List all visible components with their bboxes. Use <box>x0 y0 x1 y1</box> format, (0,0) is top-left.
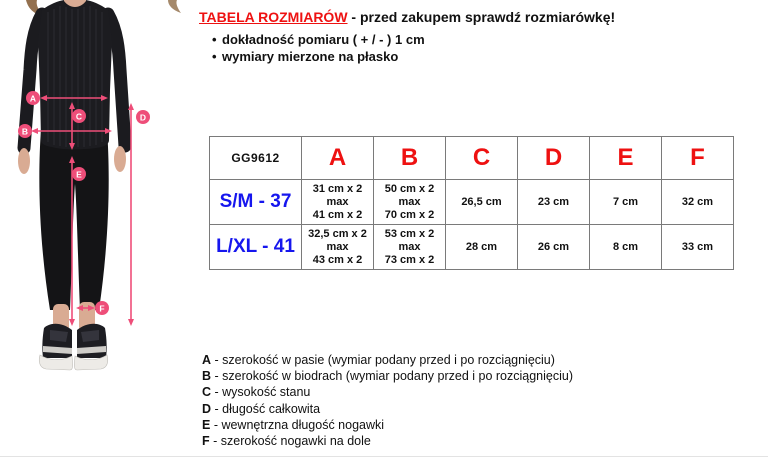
legend-text: wewnętrzna długość nogawki <box>221 417 385 432</box>
page-title: TABELA ROZMIARÓW <box>199 9 348 25</box>
model-figure-svg <box>0 0 185 395</box>
page-title-line <box>199 9 759 26</box>
legend-key: C <box>202 385 212 400</box>
column-header-c: C <box>446 137 518 180</box>
legend-item-e <box>202 417 573 433</box>
measurement-line: max <box>326 240 349 253</box>
measure-marker-d <box>128 103 150 326</box>
measurement-line: max <box>398 240 421 253</box>
measurement-line: 53 cm x 2 <box>384 227 435 240</box>
measurement-line: 41 cm x 2 <box>312 208 363 221</box>
measurement-line: 50 cm x 2 <box>384 182 435 195</box>
measurement-line: max <box>326 195 349 208</box>
column-header-a: A <box>302 137 374 180</box>
legend-item-d <box>202 401 573 417</box>
table-row-sm <box>210 180 734 225</box>
size-label-sm: S/M - 37 <box>210 180 302 225</box>
legend-item-c <box>202 384 573 400</box>
legend-key: B <box>202 369 212 384</box>
page-title-suffix: - przed zakupem sprawdź rozmiarówkę! <box>351 9 616 25</box>
legend-key: F <box>202 434 210 449</box>
marker-b-label: B <box>21 126 29 137</box>
marker-a-label: A <box>29 93 37 104</box>
measurement-line: 70 cm x 2 <box>384 208 435 221</box>
product-code-cell: GG9612 <box>210 137 302 180</box>
marker-f-label: F <box>99 303 105 314</box>
measurement-cell: 26,5 cm <box>446 180 518 225</box>
right-sneaker <box>74 324 107 370</box>
legend-key: E <box>202 417 211 432</box>
measurement-cell: 8 cm <box>590 225 662 270</box>
legend-separator: - <box>211 401 223 416</box>
header <box>199 9 759 65</box>
measurement-line: 31 cm x 2 <box>312 182 363 195</box>
bottom-divider <box>0 456 768 457</box>
legend-text: szerokość w biodrach (wymiar podany przed i po rozciągnięciu) <box>222 369 573 384</box>
measurement-line: 32,5 cm x 2 <box>308 227 367 240</box>
legend-text: szerokość w pasie (wymiar podany przed i po rozciągnięciu) <box>222 353 555 367</box>
model-photo <box>0 0 185 395</box>
measurement-legend <box>202 352 573 449</box>
marker-c-label: C <box>75 111 83 122</box>
measurement-cell: 26 cm <box>518 225 590 270</box>
legend-separator: - <box>210 417 222 432</box>
left-hand <box>18 148 30 174</box>
measurement-cell <box>302 180 374 225</box>
measurement-line: 43 cm x 2 <box>312 253 363 266</box>
measurement-line: max <box>398 195 421 208</box>
legend-separator: - <box>211 385 223 400</box>
sweater <box>38 0 112 149</box>
legend-item-a <box>202 352 573 368</box>
hair-right <box>168 0 181 13</box>
legend-item-b <box>202 368 573 384</box>
measurement-cell: 7 cm <box>590 180 662 225</box>
legend-item-f <box>202 433 573 449</box>
right-hand <box>114 146 126 172</box>
measurement-cell <box>374 180 446 225</box>
legend-text: szerokość nogawki na dole <box>220 434 371 449</box>
legend-text: długość całkowita <box>222 401 321 416</box>
table-row-lxl <box>210 225 734 270</box>
column-header-d: D <box>518 137 590 180</box>
left-sneaker <box>39 324 72 370</box>
legend-separator: - <box>211 369 223 384</box>
measurement-cell: 23 cm <box>518 180 590 225</box>
legend-separator: - <box>211 353 223 367</box>
table-header-row <box>210 137 734 180</box>
measurement-line: 73 cm x 2 <box>384 253 435 266</box>
measurement-cell: 28 cm <box>446 225 518 270</box>
size-table <box>209 136 734 270</box>
marker-d-label: D <box>139 112 147 123</box>
marker-e-label: E <box>76 169 82 180</box>
header-bullets <box>199 31 759 65</box>
measurement-cell: 32 cm <box>662 180 734 225</box>
legend-separator: - <box>209 434 221 449</box>
size-label-lxl: L/XL - 41 <box>210 225 302 270</box>
column-header-b: B <box>374 137 446 180</box>
legend-key: D <box>202 401 212 416</box>
bullet-accuracy: • dokładność pomiaru ( + / - ) 1 cm <box>199 31 759 48</box>
measurement-cell: 33 cm <box>662 225 734 270</box>
bullet-flat-measure: • wymiary mierzone na płasko <box>199 48 759 65</box>
legend-key: A <box>202 353 212 367</box>
measurement-cell <box>374 225 446 270</box>
measurement-cell <box>302 225 374 270</box>
leggings <box>39 130 108 310</box>
legend-text: wysokość stanu <box>222 385 311 400</box>
column-header-f: F <box>662 137 734 180</box>
column-header-e: E <box>590 137 662 180</box>
